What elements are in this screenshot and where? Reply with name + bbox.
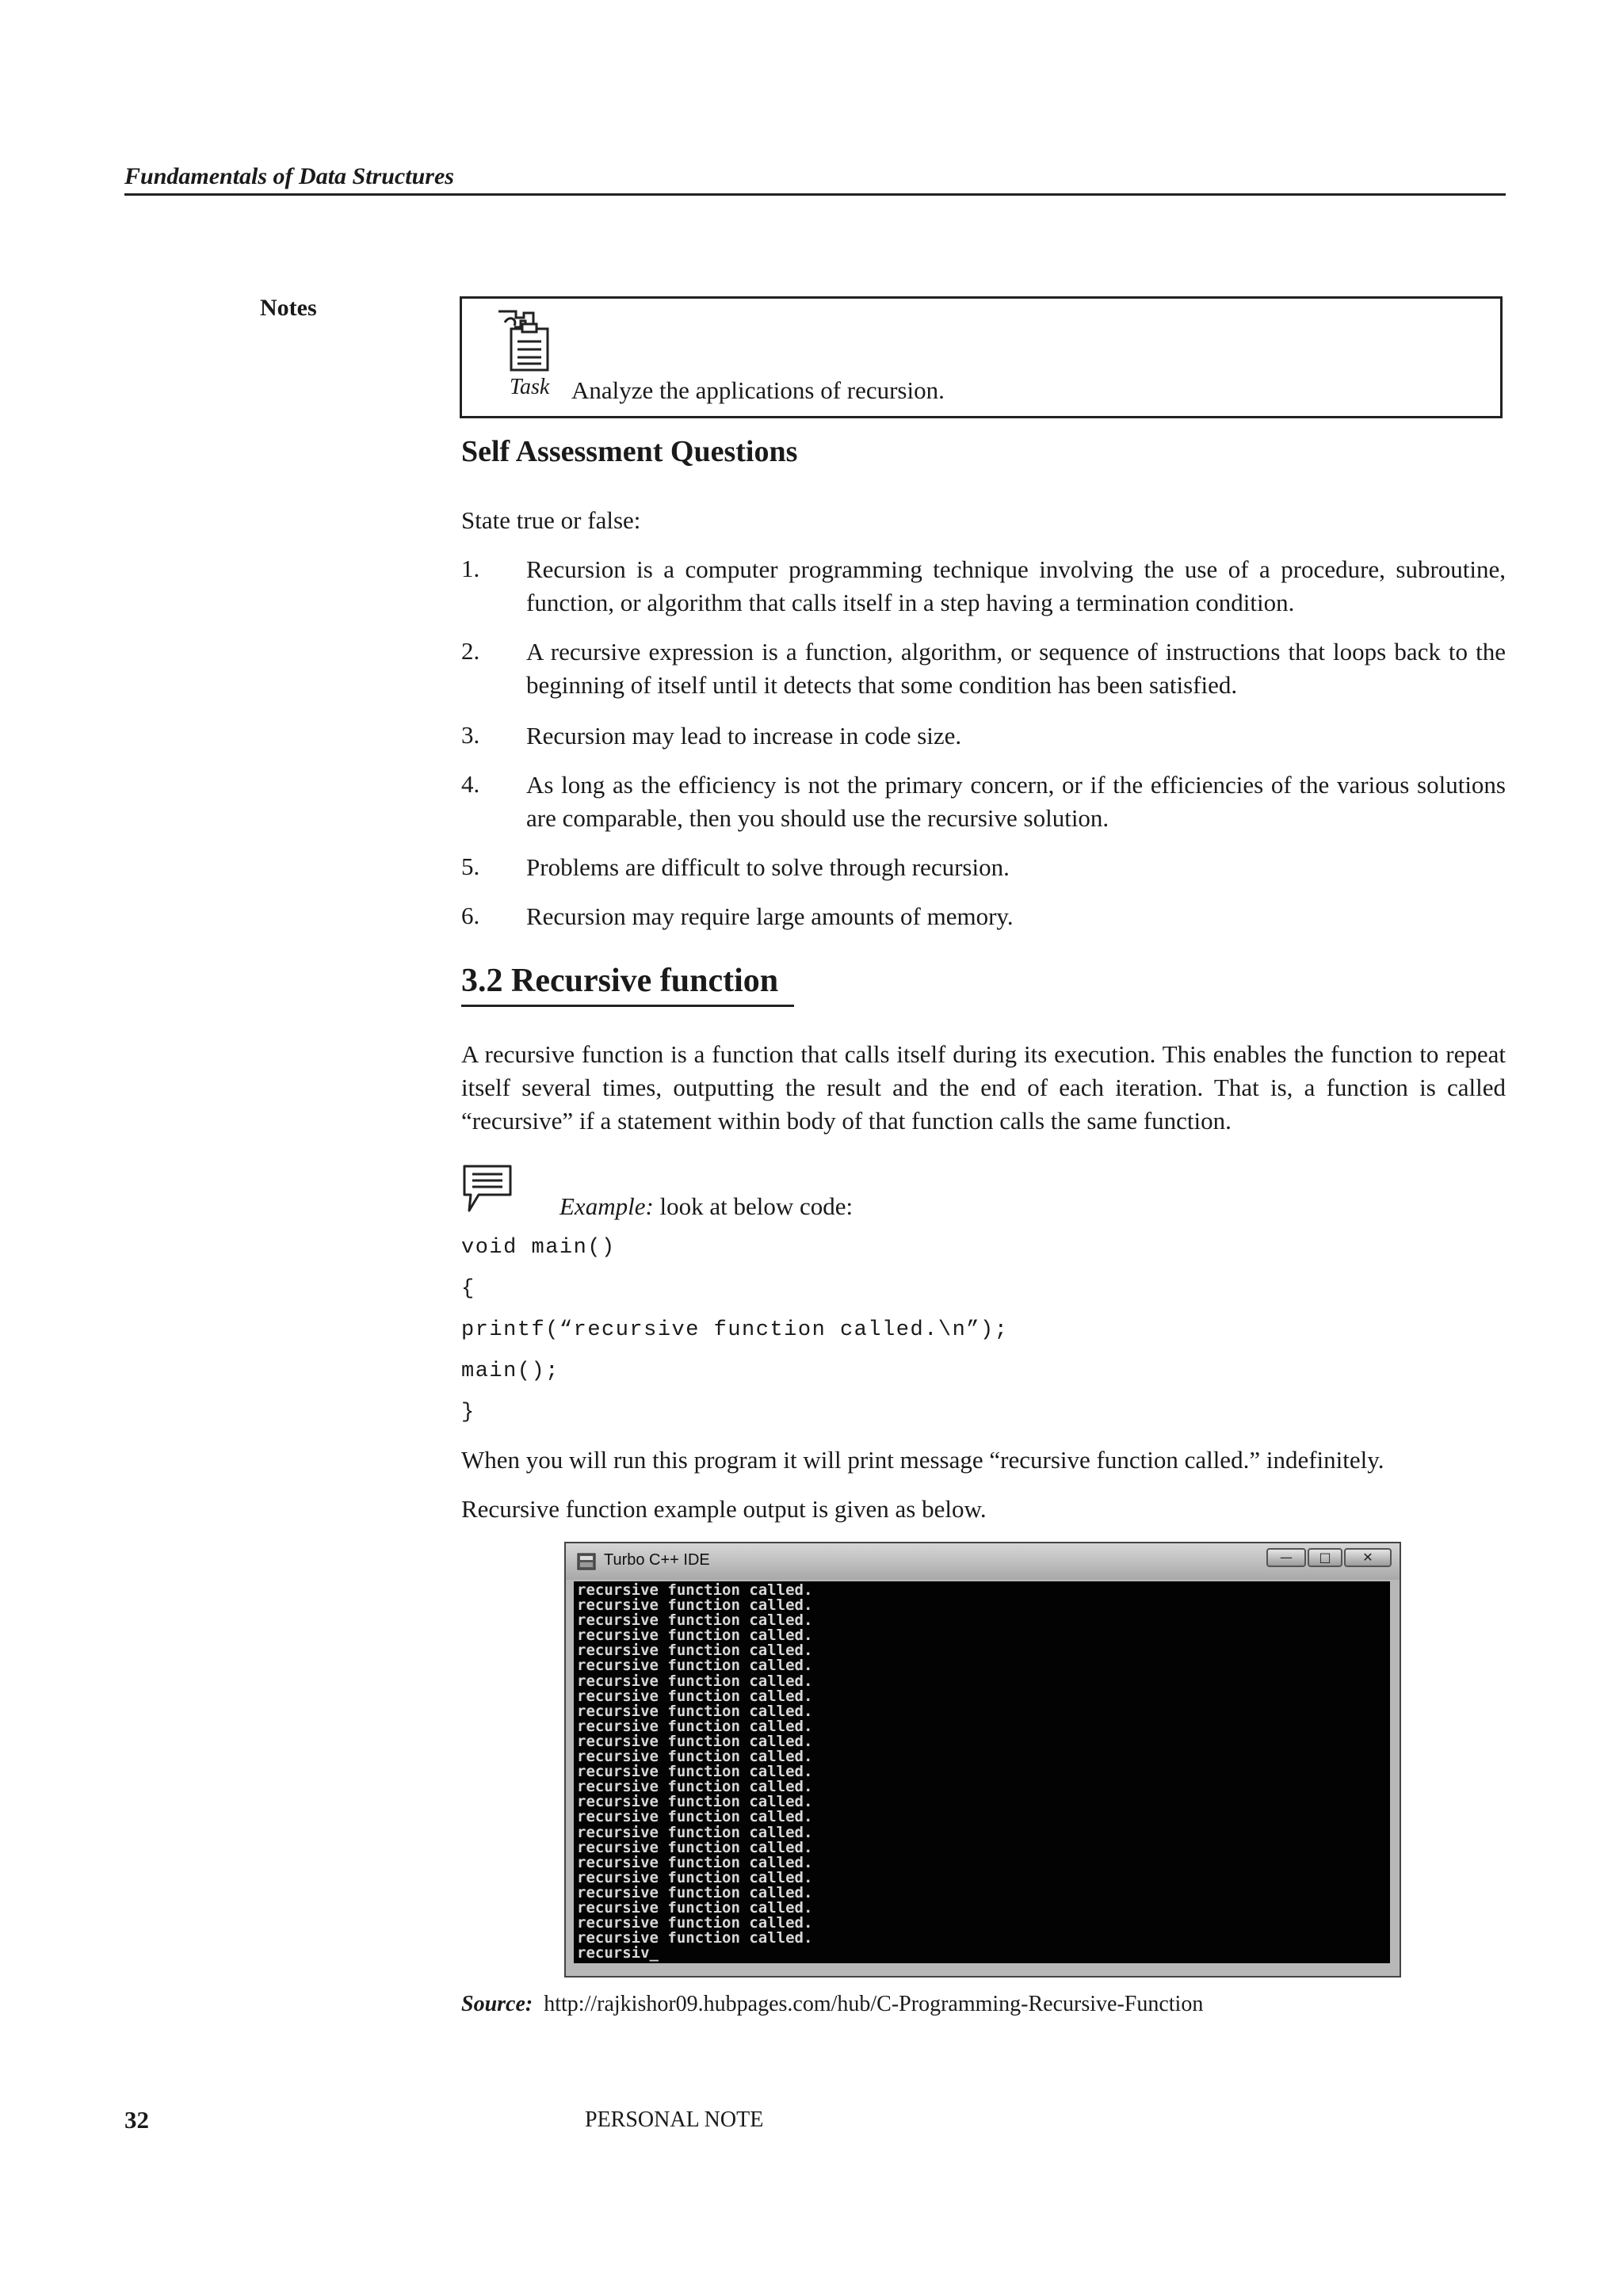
question-number: 4. bbox=[461, 770, 480, 798]
section-heading-underline bbox=[461, 1005, 794, 1007]
console-line: recursive function called. bbox=[577, 1717, 813, 1735]
console-line: recursive function called. bbox=[577, 1929, 813, 1947]
section-paragraph: A recursive function is a function that calls itself during its execution. This enables the function to repeat itself several times, outputting the result and the end of each iteration. That is, a function is called “recursive” if a statement within body of that function calls the same function. bbox=[461, 1040, 1506, 1135]
question-number: 2. bbox=[461, 637, 480, 665]
task-label: Task bbox=[510, 375, 550, 399]
console-lines bbox=[577, 1583, 812, 1961]
question-number: 6. bbox=[461, 902, 480, 929]
console-line: recursive function called. bbox=[577, 1627, 813, 1645]
example-text: look at below code: bbox=[653, 1192, 854, 1220]
footer-label: PERSONAL NOTE bbox=[585, 2107, 764, 2132]
console-line: recursive function called. bbox=[577, 1596, 813, 1615]
question-text: Problems are difficult to solve through recursion. bbox=[526, 853, 1010, 881]
console-line: recursive function called. bbox=[577, 1748, 813, 1766]
console-line: recursive function called. bbox=[577, 1868, 813, 1886]
console-output bbox=[574, 1581, 1390, 1963]
question-text: A recursive expression is a function, algorithm, or sequence of instructions that loops back to the beginning of itself until it detects that some condition has been satisfied. bbox=[526, 638, 1506, 699]
output-intro-text: Recursive function example output is given as below. bbox=[461, 1495, 987, 1523]
example-label: Example: bbox=[559, 1192, 654, 1220]
console-line: recursive function called. bbox=[577, 1883, 813, 1901]
example-speech-bubble-icon bbox=[461, 1163, 514, 1215]
console-line: recursive function called. bbox=[577, 1672, 813, 1690]
question-text: Recursion may require large amounts of memory. bbox=[526, 902, 1014, 930]
console-line: recursive function called. bbox=[577, 1793, 813, 1811]
question-text: As long as the efficiency is not the primary concern, or if the efficiencies of the various solutions are comparable, then you should use the recursive solution. bbox=[526, 771, 1506, 832]
console-line: recursive function called. bbox=[577, 1778, 813, 1796]
ide-app-icon bbox=[577, 1553, 596, 1570]
question-text bbox=[526, 553, 1506, 620]
example-line bbox=[559, 1190, 853, 1223]
console-line: recursive function called. bbox=[577, 1838, 813, 1856]
instruction-text: State true or false: bbox=[461, 506, 641, 534]
code-line: { bbox=[461, 1277, 475, 1301]
running-header-title: Fundamentals of Data Structures bbox=[124, 163, 454, 189]
window-title: Turbo C++ IDE bbox=[604, 1551, 710, 1569]
console-line: recursive function called. bbox=[577, 1853, 813, 1871]
self-assessment-title: Self Assessment Questions bbox=[461, 435, 798, 468]
code-line: void main() bbox=[461, 1236, 616, 1260]
console-line-partial: recursiv_ bbox=[577, 1944, 659, 1962]
console-line: recursive function called. bbox=[577, 1898, 813, 1917]
console-line: recursive function called. bbox=[577, 1702, 813, 1720]
console-line: recursive function called. bbox=[577, 1687, 813, 1705]
header-rule bbox=[124, 193, 1506, 196]
after-code-text: When you will run this program it will print message “recursive function called.” indefinitely. bbox=[461, 1446, 1384, 1474]
window-titlebar bbox=[566, 1543, 1400, 1580]
question-number: 3. bbox=[461, 721, 480, 749]
console-line: recursive function called. bbox=[577, 1808, 813, 1826]
code-line: } bbox=[461, 1401, 475, 1425]
task-text: Analyze the applications of recursion. bbox=[571, 376, 945, 404]
page-number: 32 bbox=[124, 2106, 149, 2134]
task-clipboard-icon bbox=[494, 308, 562, 375]
question-text-body: Recursion is a computer programming technique involving the use of a procedure, subroutine, function, or algorithm that calls itself in a step having a termination condition. bbox=[526, 555, 1506, 616]
console-line: recursive function called. bbox=[577, 1581, 813, 1599]
console-line: recursive function called. bbox=[577, 1823, 813, 1841]
console-line: recursive function called. bbox=[577, 1763, 813, 1781]
source-label: Source: bbox=[461, 1992, 533, 2016]
minimize-button[interactable]: — bbox=[1266, 1548, 1306, 1567]
task-box bbox=[460, 296, 1503, 418]
question-number: 1. bbox=[461, 555, 480, 582]
close-button[interactable]: ✕ bbox=[1344, 1548, 1392, 1567]
source-url[interactable]: http://rajkishor09.hubpages.com/hub/C-Programming-Recursive-Function bbox=[544, 1992, 1204, 2016]
console-line: recursive function called. bbox=[577, 1732, 813, 1750]
console-line: recursive function called. bbox=[577, 1657, 813, 1675]
question-number: 5. bbox=[461, 852, 480, 880]
section-heading: 3.2 Recursive function bbox=[461, 963, 779, 999]
code-line: printf(“recursive function called.\n”); bbox=[461, 1318, 1009, 1342]
console-line: recursive function called. bbox=[577, 1642, 813, 1660]
turbo-ide-window bbox=[564, 1542, 1401, 1978]
source-citation bbox=[461, 1992, 1203, 2017]
console-line: recursive function called. bbox=[577, 1914, 813, 1932]
maximize-button[interactable]: □ bbox=[1308, 1548, 1342, 1567]
notes-margin-label: Notes bbox=[260, 295, 317, 321]
question-text: Recursion may lead to increase in code size. bbox=[526, 722, 962, 749]
console-line: recursive function called. bbox=[577, 1611, 813, 1630]
code-line: main(); bbox=[461, 1360, 559, 1383]
